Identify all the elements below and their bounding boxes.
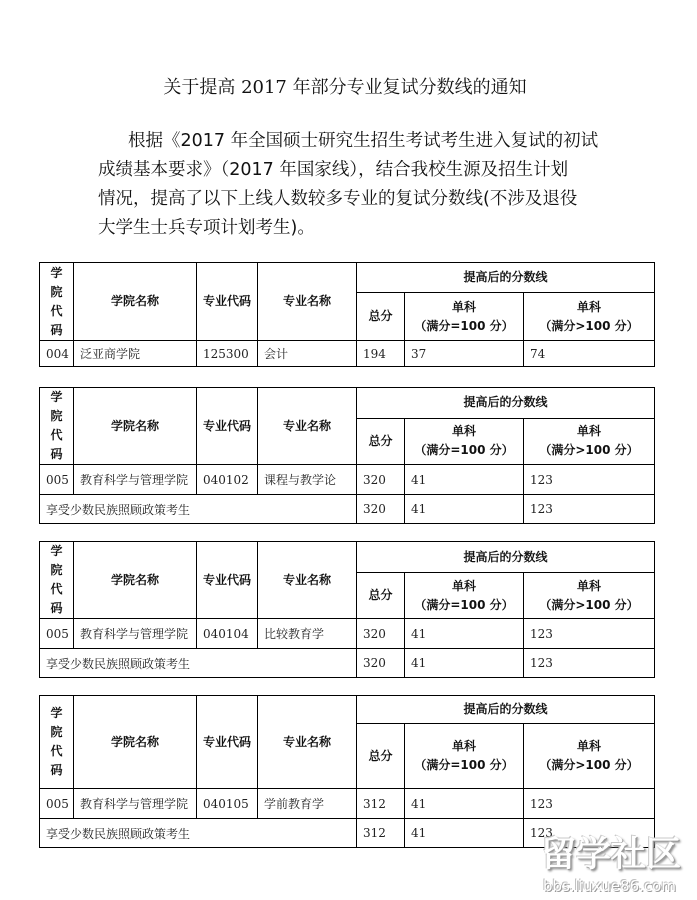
- minority-row: [40, 649, 655, 678]
- cell-single-gt100: 123: [524, 649, 655, 678]
- header-college-name: 学院名称: [74, 388, 197, 465]
- header-row: [40, 542, 655, 573]
- header-row: [40, 388, 655, 419]
- header-major-name: 专业名称: [258, 696, 357, 789]
- header-total: 总分: [357, 418, 405, 464]
- table-row: [40, 341, 655, 367]
- header-major-name: 专业名称: [258, 542, 357, 619]
- cell-major-name: 课程与教学论: [258, 465, 357, 495]
- paragraph-line: 大学生士兵专项计划考生)。: [98, 218, 315, 238]
- table-row: [40, 789, 655, 819]
- table-row: [40, 465, 655, 495]
- header-major-code: 专业代码: [197, 696, 258, 789]
- minority-row: [40, 495, 655, 524]
- cell-college-code: 004: [40, 341, 74, 367]
- watermark-url: bbs.liuxue86.com: [543, 877, 676, 895]
- single-subject-label: 单科: [451, 424, 476, 439]
- header-row: [40, 263, 655, 293]
- cell-single-100: 37: [405, 341, 524, 367]
- header-single-gt100: [524, 573, 655, 619]
- header-row: [40, 696, 655, 724]
- full-gt-100-label: （满分>100 分）: [539, 443, 639, 458]
- single-subject-label: 单科: [451, 578, 476, 593]
- header-college-code: 学院代码: [40, 388, 74, 465]
- cell-major-code: 040105: [197, 789, 258, 819]
- full-eq-100-label: （满分=100 分）: [414, 443, 514, 458]
- cell-major-name: 比较教育学: [258, 619, 357, 649]
- header-total: 总分: [357, 293, 405, 341]
- header-single-gt100: [524, 724, 655, 789]
- cell-single-gt100: 123: [524, 619, 655, 649]
- cell-college-code: 005: [40, 789, 74, 819]
- cell-minority-label: 享受少数民族照顾政策考生: [40, 819, 357, 848]
- cell-major-code: 040102: [197, 465, 258, 495]
- cell-major-code: 125300: [197, 341, 258, 367]
- cell-single-100: 41: [405, 619, 524, 649]
- header-total: 总分: [357, 573, 405, 619]
- table-row: [40, 619, 655, 649]
- single-subject-label: 单科: [451, 739, 476, 753]
- cell-single-100: 41: [405, 649, 524, 678]
- header-major-name: 专业名称: [258, 263, 357, 341]
- cell-minority-label: 享受少数民族照顾政策考生: [40, 649, 357, 678]
- paragraph-line: 情况，提高了以下上线人数较多专业的复试分数线(不涉及退役: [98, 189, 578, 209]
- header-single-100: [405, 293, 524, 341]
- cell-college-name: 教育科学与管理学院: [74, 619, 197, 649]
- cell-total: 194: [357, 341, 405, 367]
- cell-total: 320: [357, 495, 405, 524]
- header-college-name: 学院名称: [74, 263, 197, 341]
- header-college-code: 学院代码: [40, 263, 74, 341]
- cell-major-code: 040104: [197, 619, 258, 649]
- header-raised-lines: 提高后的分数线: [357, 263, 655, 293]
- cell-total: 320: [357, 619, 405, 649]
- cell-total: 312: [357, 819, 405, 848]
- cell-single-gt100: 74: [524, 341, 655, 367]
- paragraph-line: 根据《2017 年全国硕士研究生招生考试考生进入复试的初试: [128, 131, 599, 151]
- header-single-100: [405, 418, 524, 464]
- notice-paragraph: [98, 127, 618, 243]
- cell-college-name: 泛亚商学院: [74, 341, 197, 367]
- single-subject-label: 单科: [577, 739, 602, 753]
- header-single-100: [405, 573, 524, 619]
- cell-single-gt100: 123: [524, 789, 655, 819]
- header-single-gt100: [524, 293, 655, 341]
- full-gt-100-label: （满分>100 分）: [539, 758, 639, 772]
- cell-single-gt100: 123: [524, 465, 655, 495]
- header-major-code: 专业代码: [197, 388, 258, 465]
- score-table-1: [39, 262, 655, 367]
- document-title: 关于提高 2017 年部分专业复试分数线的通知: [163, 77, 527, 98]
- cell-minority-label: 享受少数民族照顾政策考生: [40, 495, 357, 524]
- cell-college-code: 005: [40, 465, 74, 495]
- cell-single-100: 41: [405, 789, 524, 819]
- score-table-2: [39, 387, 655, 524]
- full-gt-100-label: （满分>100 分）: [539, 597, 639, 612]
- header-college-code: 学院代码: [40, 542, 74, 619]
- cell-college-code: 005: [40, 619, 74, 649]
- header-college-name: 学院名称: [74, 696, 197, 789]
- header-single-100: [405, 724, 524, 789]
- cell-major-name: 学前教育学: [258, 789, 357, 819]
- full-eq-100-label: （满分=100 分）: [414, 318, 514, 333]
- single-subject-label: 单科: [451, 299, 476, 314]
- score-table-3: [39, 541, 655, 678]
- single-subject-label: 单科: [577, 578, 602, 593]
- header-major-name: 专业名称: [258, 388, 357, 465]
- cell-total: 312: [357, 789, 405, 819]
- cell-college-name: 教育科学与管理学院: [74, 465, 197, 495]
- header-college-code: 学院代码: [40, 696, 74, 789]
- header-major-code: 专业代码: [197, 263, 258, 341]
- cell-single-100: 41: [405, 819, 524, 848]
- header-raised-lines: 提高后的分数线: [357, 542, 655, 573]
- cell-single-100: 41: [405, 495, 524, 524]
- header-single-gt100: [524, 418, 655, 464]
- score-table-4: [39, 695, 655, 848]
- cell-college-name: 教育科学与管理学院: [74, 789, 197, 819]
- header-college-name: 学院名称: [74, 542, 197, 619]
- single-subject-label: 单科: [577, 299, 602, 314]
- watermark-logo: 留学社区: [541, 835, 682, 875]
- full-gt-100-label: （满分>100 分）: [539, 318, 639, 333]
- cell-total: 320: [357, 649, 405, 678]
- cell-major-name: 会计: [258, 341, 357, 367]
- header-major-code: 专业代码: [197, 542, 258, 619]
- cell-single-gt100: 123: [524, 495, 655, 524]
- full-eq-100-label: （满分=100 分）: [414, 758, 514, 772]
- single-subject-label: 单科: [577, 424, 602, 439]
- header-raised-lines: 提高后的分数线: [357, 388, 655, 419]
- full-eq-100-label: （满分=100 分）: [414, 597, 514, 612]
- paragraph-line: 成绩基本要求》（2017 年国家线），结合我校生源及招生计划: [98, 160, 569, 180]
- cell-single-gt100: 123: [524, 819, 655, 848]
- cell-single-100: 41: [405, 465, 524, 495]
- header-raised-lines: 提高后的分数线: [357, 696, 655, 724]
- cell-total: 320: [357, 465, 405, 495]
- header-total: 总分: [357, 724, 405, 789]
